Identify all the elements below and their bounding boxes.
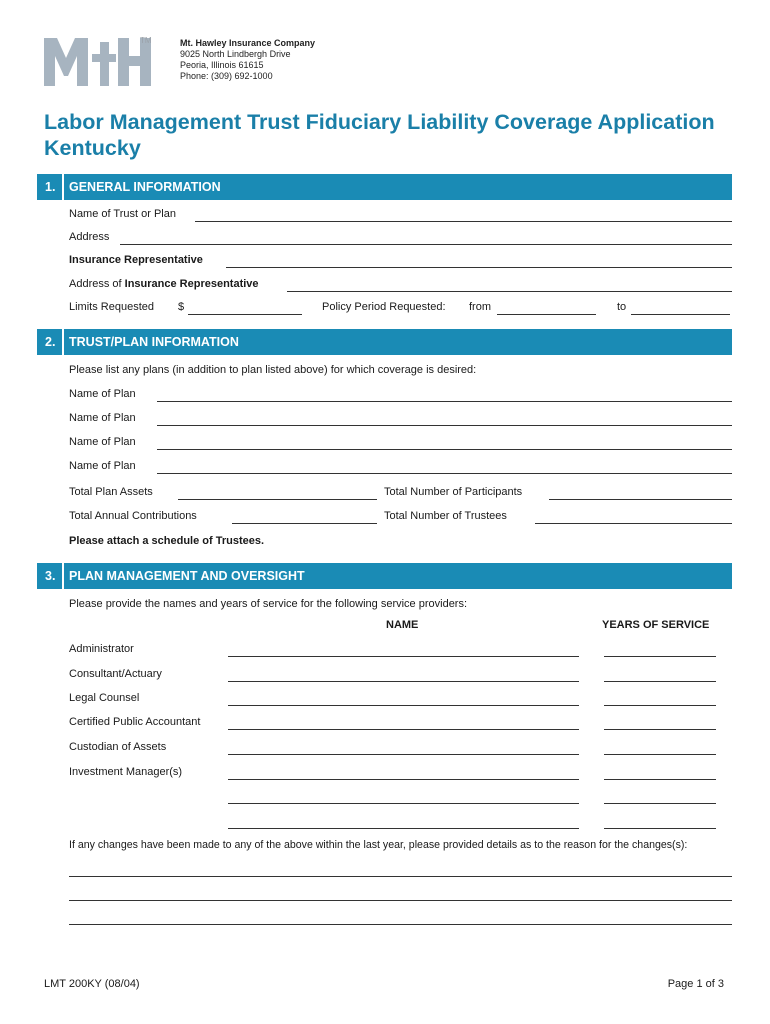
provider-cpa: Certified Public Accountant (69, 716, 201, 728)
plan-name-field-2[interactable] (157, 425, 732, 426)
mt-hawley-logo (44, 36, 152, 86)
investment-manager-years-field-3[interactable] (604, 828, 716, 829)
rep-address-prefix: Address of (69, 278, 122, 290)
provider-consultant: Consultant/Actuary (69, 668, 162, 680)
section3-heading: PLAN MANAGEMENT AND OVERSIGHT (69, 569, 305, 583)
total-assets-label: Total Plan Assets (69, 486, 153, 498)
trust-name-label: Name of Trust or Plan (69, 208, 176, 220)
trademark-mark: TM (140, 36, 152, 45)
company-phone: Phone: (309) 692-1000 (180, 71, 273, 81)
custodian-name-field[interactable] (228, 754, 579, 755)
title-line2: Kentucky (44, 136, 141, 160)
total-participants-label: Total Number of Participants (384, 486, 523, 498)
consultant-name-field[interactable] (228, 681, 579, 682)
total-contributions-label: Total Annual Contributions (69, 510, 197, 522)
plan-name-field-4[interactable] (157, 473, 732, 474)
provider-administrator: Administrator (69, 643, 134, 655)
section2-number: 2. (45, 335, 56, 349)
investment-manager-years-field-2[interactable] (604, 803, 716, 804)
changes-details-line-1[interactable] (69, 876, 732, 877)
title-line1: Labor Management Trust Fiduciary Liability Coverage Application (44, 110, 715, 134)
total-trustees-label: Total Number of Trustees (384, 510, 507, 522)
plan-name-field-3[interactable] (157, 449, 732, 450)
rep-address-field[interactable] (287, 291, 732, 292)
dollar-sign: $ (178, 301, 185, 313)
provider-custodian: Custodian of Assets (69, 741, 167, 753)
section3-header (37, 563, 732, 589)
address-field[interactable] (120, 244, 732, 245)
legal-counsel-years-field[interactable] (604, 705, 716, 706)
insurance-rep-label: Insurance Representative (69, 254, 203, 266)
page-number: Page 1 of 3 (667, 978, 724, 990)
company-info (180, 38, 315, 82)
section1-heading: GENERAL INFORMATION (69, 180, 221, 194)
company-address-line1: 9025 North Lindbergh Drive (180, 49, 291, 59)
from-label: from (469, 301, 491, 313)
section-divider (62, 563, 64, 589)
section2-header (37, 329, 732, 355)
cpa-name-field[interactable] (228, 729, 579, 730)
company-name: Mt. Hawley Insurance Company (180, 38, 316, 48)
section-divider (62, 329, 64, 355)
investment-manager-name-field-1[interactable] (228, 779, 579, 780)
section1-header (37, 174, 732, 200)
total-participants-field[interactable] (549, 499, 732, 500)
limits-label: Limits Requested (69, 301, 154, 313)
name-column-header: NAME (386, 619, 419, 631)
changes-details-line-2[interactable] (69, 900, 732, 901)
limits-field[interactable] (188, 314, 302, 315)
custodian-years-field[interactable] (604, 754, 716, 755)
rep-address-label (69, 278, 259, 290)
to-label: to (617, 301, 627, 313)
section3-number: 3. (45, 569, 56, 583)
from-date-field[interactable] (497, 314, 596, 315)
consultant-years-field[interactable] (604, 681, 716, 682)
provider-investment-manager: Investment Manager(s) (69, 766, 183, 778)
total-assets-field[interactable] (178, 499, 377, 500)
legal-counsel-name-field[interactable] (228, 705, 579, 706)
providers-instruction: Please provide the names and years of service for the following service providers: (69, 598, 468, 610)
policy-period-label: Policy Period Requested: (322, 301, 446, 313)
section2-heading: TRUST/PLAN INFORMATION (69, 335, 239, 349)
plan-name-label-1: Name of Plan (69, 388, 136, 400)
plans-instruction: Please list any plans (in addition to plan listed above) for which coverage is desired: (69, 364, 477, 376)
total-trustees-field[interactable] (535, 523, 732, 524)
total-contributions-field[interactable] (232, 523, 377, 524)
investment-manager-name-field-2[interactable] (228, 803, 579, 804)
attach-trustees-note: Please attach a schedule of Trustees. (69, 535, 265, 547)
cpa-years-field[interactable] (604, 729, 716, 730)
rep-address-bold: Insurance Representative (124, 278, 259, 290)
plan-name-field-1[interactable] (157, 401, 732, 402)
administrator-name-field[interactable] (228, 656, 579, 657)
years-column-header: YEARS OF SERVICE (602, 619, 710, 631)
form-number: LMT 200KY (08/04) (44, 978, 140, 990)
plan-name-label-3: Name of Plan (69, 436, 136, 448)
page-title (44, 109, 715, 161)
changes-question: If any changes have been made to any of the above within the last year, please provided details as to the reason for the changes(s): (69, 839, 688, 851)
to-date-field[interactable] (631, 314, 730, 315)
investment-manager-years-field-1[interactable] (604, 779, 716, 780)
administrator-years-field[interactable] (604, 656, 716, 657)
plan-name-label-4: Name of Plan (69, 460, 136, 472)
investment-manager-name-field-3[interactable] (228, 828, 579, 829)
section1-number: 1. (45, 180, 56, 194)
company-address-line2: Peoria, Illinois 61615 (180, 60, 264, 70)
address-label: Address (69, 231, 110, 243)
section-divider (62, 174, 64, 200)
provider-legal-counsel: Legal Counsel (69, 692, 140, 704)
insurance-rep-field[interactable] (226, 267, 732, 268)
plan-name-label-2: Name of Plan (69, 412, 136, 424)
changes-details-line-3[interactable] (69, 924, 732, 925)
trust-name-field[interactable] (195, 221, 732, 222)
